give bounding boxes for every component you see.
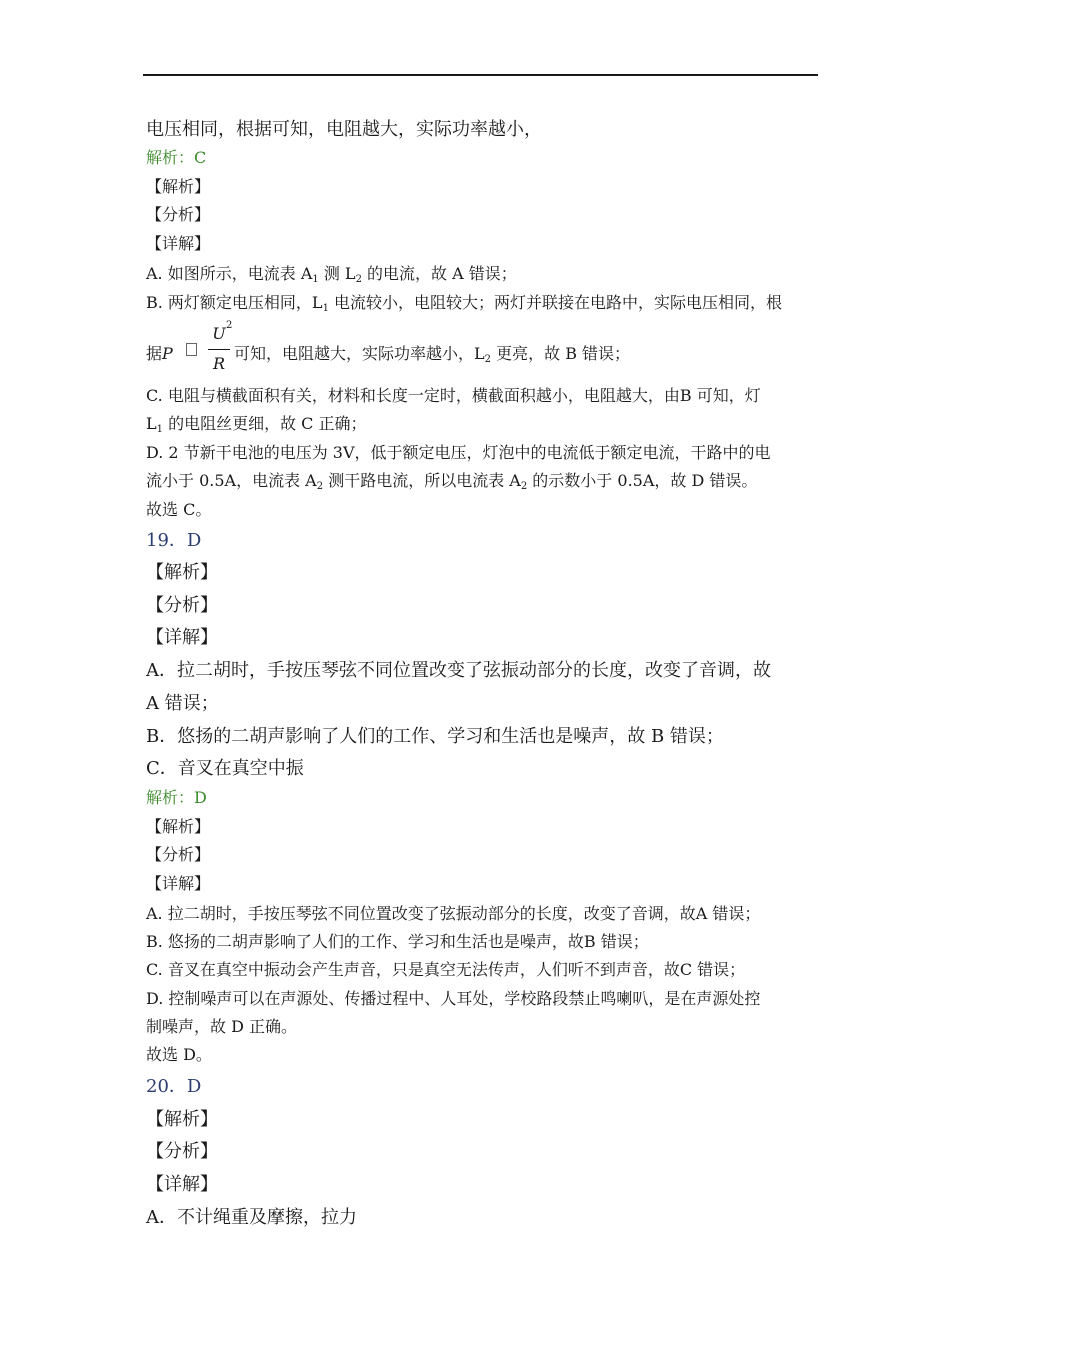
option-c-explanation-truncated: C．音叉在真空中振 [146, 758, 304, 779]
option-a-explanation-cont: A 错误； [146, 693, 219, 714]
section-heading-analysis: 【解析】 [146, 817, 211, 836]
option-c-explanation-cont: $L_1$ 的电阻丝更细，故 C 正确； [146, 414, 367, 435]
option-d-explanation: D. 2 节新干电池的电压为 3V，低于额定电压，灯泡中的电流低于额定电流，干路中的电 [146, 443, 771, 462]
option-c-explanation: C. 音叉在真空中振动会产生声音，只是真空无法传声，人们听不到声音，故C 错误； [146, 960, 746, 979]
section-heading-breakdown: 【分析】 [146, 1141, 218, 1162]
option-d-explanation-cont: 流小于 0.5A，电流表 $A_2$ 测干路电流，所以电流表 $A_2$ 的示数小于 0.5A，故 D 错误。 [146, 471, 758, 492]
option-a-explanation: A. 如图所示，电流表 $A_1$ 测 $L_2$ 的电流，故 A 错误； [146, 264, 517, 285]
section-heading-analysis: 【解析】 [146, 177, 211, 196]
question-number-20: 20．D [146, 1076, 202, 1097]
analysis-answer-label: 解析：C [146, 148, 207, 167]
section-heading-analysis: 【解析】 [146, 1109, 218, 1130]
option-a-explanation: A．拉二胡时，手按压琴弦不同位置改变了弦振动部分的长度，改变了音调，故 [146, 660, 771, 681]
text-line: 电压相同，根据可知，电阻越大，实际功率越小， [146, 119, 542, 140]
section-heading-detail: 【详解】 [146, 234, 211, 253]
answer-choice: 故选 D。 [146, 1045, 212, 1064]
section-heading-detail: 【详解】 [146, 874, 211, 893]
section-heading-analysis: 【解析】 [146, 562, 218, 583]
header-rule [143, 74, 818, 76]
option-d-explanation: D. 控制噪声可以在声源处、传播过程中、人耳处，学校路段禁止鸣喇叭，是在声源处控 [146, 989, 761, 1008]
option-c-explanation: C. 电阻与横截面积有关，材料和长度一定时，横截面积越小，电阻越大，由B 可知，灯 [146, 386, 761, 405]
section-heading-breakdown: 【分析】 [146, 205, 211, 224]
section-heading-breakdown: 【分析】 [146, 595, 218, 616]
option-a-explanation: A. 拉二胡时，手按压琴弦不同位置改变了弦振动部分的长度，改变了音调，故A 错误； [146, 904, 761, 923]
section-heading-detail: 【详解】 [146, 627, 218, 648]
question-number-19: 19．D [146, 530, 202, 551]
option-b-explanation: B．悠扬的二胡声影响了人们的工作、学习和生活也是噪声，故 B 错误； [146, 726, 724, 747]
option-a-explanation-truncated: A．不计绳重及摩擦，拉力 [146, 1207, 357, 1228]
option-b-explanation: B. 两灯额定电压相同，$L_1$ 电流较小，电阻较大；两灯并联接在电路中，实际电压相同，根 [146, 293, 783, 314]
missing-glyph-box [186, 343, 197, 356]
option-d-explanation-cont: 制噪声，故 D 正确。 [146, 1017, 298, 1036]
section-heading-detail: 【详解】 [146, 1174, 218, 1195]
option-b-explanation: B. 悠扬的二胡声影响了人们的工作、学习和生活也是噪声，故B 错误； [146, 932, 649, 951]
answer-choice: 故选 C。 [146, 500, 212, 519]
section-heading-breakdown: 【分析】 [146, 845, 211, 864]
analysis-answer-label: 解析：D [146, 788, 207, 807]
